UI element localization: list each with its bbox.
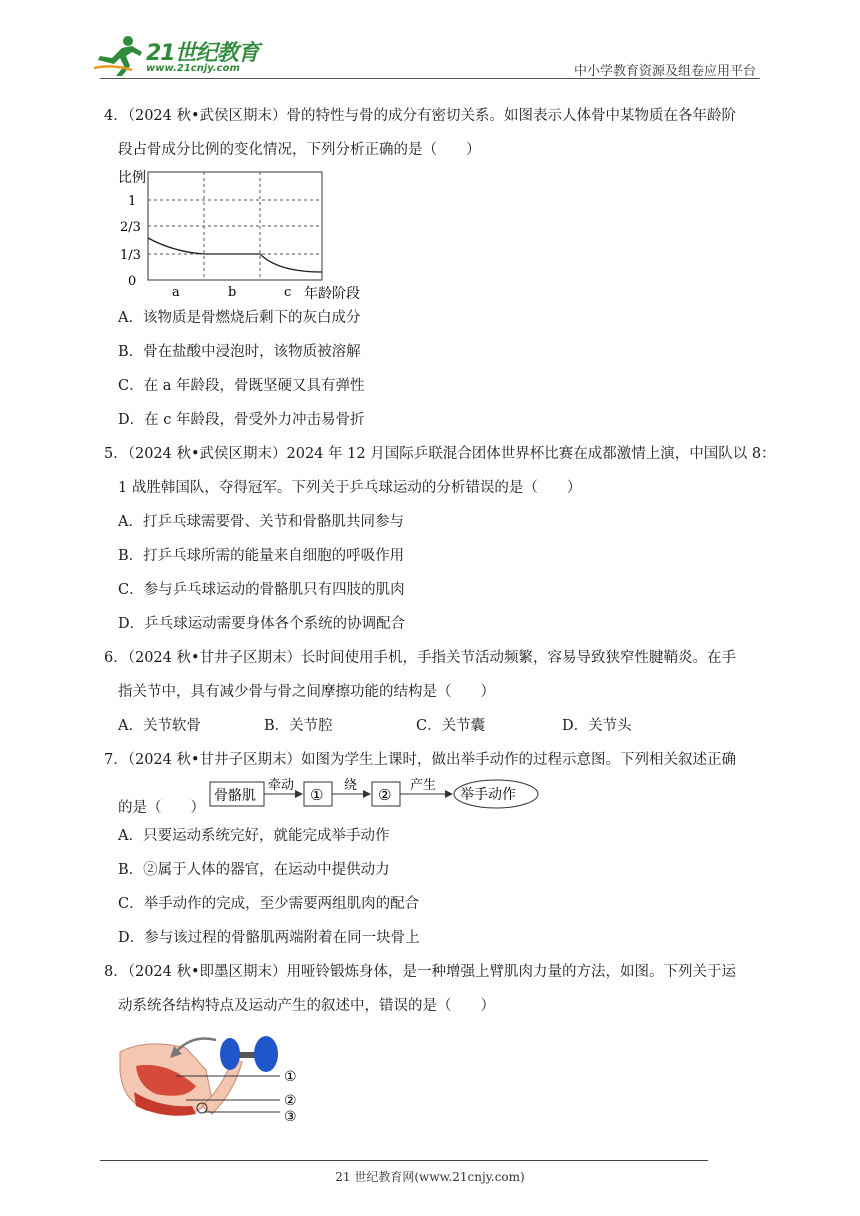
header-logo — [92, 34, 262, 78]
fig8-label-1: ① — [284, 1069, 297, 1085]
q5-option-c[interactable]: C．参与乒乓球运动的骨骼肌只有四肢的肌肉 — [118, 582, 405, 598]
q6-option-b[interactable]: B．关节腔 — [264, 718, 333, 734]
logo-sub-text: www.21cnjy.com — [146, 63, 240, 74]
dumbbell-weight-right — [254, 1036, 278, 1072]
q7-flow-diagram — [208, 776, 548, 816]
q4-xcat-b: b — [228, 285, 237, 300]
q4-ytick-1: 1 — [128, 194, 137, 209]
footer-divider — [100, 1160, 708, 1161]
q6-option-d[interactable]: D．关节头 — [562, 718, 632, 734]
q7-option-a[interactable]: A．只要运动系统完好，就能完成举手动作 — [118, 828, 390, 844]
q5-option-a[interactable]: A．打乒乓球需要骨、关节和骨骼肌共同参与 — [118, 514, 404, 530]
flow-arrow-3-label: 产生 — [410, 778, 437, 793]
q4-chart-ylabel: 比例 — [118, 170, 146, 186]
fig8-label-2: ② — [284, 1093, 297, 1109]
footer-text[interactable]: 21 世纪教育网(www.21cnjy.com) — [335, 1170, 525, 1184]
q7-option-b[interactable]: B．②属于人体的器官，在运动中提供动力 — [118, 862, 390, 878]
q4-option-d[interactable]: D．在 c 年龄段，骨受外力冲击易骨折 — [118, 412, 365, 428]
flow-box-2-label: ② — [378, 786, 392, 804]
q4-option-a[interactable]: A．该物质是骨燃烧后剩下的灰白成分 — [118, 310, 361, 326]
q5-option-d[interactable]: D．乒乓球运动需要身体各个系统的协调配合 — [118, 616, 406, 632]
q8-line2: 动系统各结构特点及运动产生的叙述中，错误的是（ ） — [118, 998, 495, 1014]
q4-chart-xlabel: 年龄阶段 — [304, 286, 360, 301]
q4-chart — [114, 166, 374, 301]
q4-option-b[interactable]: B．骨在盐酸中浸泡时，该物质被溶解 — [118, 344, 361, 360]
flow-arrow-2-label: 绕 — [344, 778, 358, 793]
flow-end-label: 举手动作 — [460, 787, 516, 803]
q7-option-d[interactable]: D．参与该过程的骨骼肌两端附着在同一块骨上 — [118, 930, 420, 946]
q5-line1: 5．（2024 秋•武侯区期末）2024 年 12 月国际乒联混合团体世界杯比赛在成都激情上演，中国队以 8： — [104, 446, 776, 462]
q7-option-c[interactable]: C．举手动作的完成，至少需要两组肌肉的配合 — [118, 896, 420, 912]
q5-line2: 1 战胜韩国队，夺得冠军。下列关于乒乓球运动的分析错误的是（ ） — [118, 480, 582, 496]
q7-line1: 7．（2024 秋•甘井子区期末）如图为学生上课时，做出举手动作的过程示意图。下列相关叙述正确 — [104, 752, 737, 768]
q4-xcat-c: c — [284, 285, 292, 300]
q4-ytick-2: 2/3 — [120, 220, 141, 235]
logo-main-text: 21世纪教育 — [146, 41, 259, 66]
q8-line1: 8．（2024 秋•即墨区期末）用哑铃锻炼身体，是一种增强上臂肌肉力量的方法，如图。下列关于运 — [104, 964, 737, 980]
fig8-label-3: ③ — [284, 1109, 297, 1125]
q6-option-a[interactable]: A．关节软骨 — [118, 718, 201, 734]
q5-option-b[interactable]: B．打乒乓球所需的能量来自细胞的呼吸作用 — [118, 548, 405, 564]
q8-arm-dumbbell-figure — [116, 1030, 316, 1130]
q4-line2: 段占骨成分比例的变化情况，下列分析正确的是（ ） — [118, 142, 481, 158]
flow-arrow-1-label: 牵动 — [268, 778, 295, 793]
flow-box-muscle-label: 骨骼肌 — [214, 788, 256, 804]
q4-ytick-4: 0 — [128, 274, 137, 289]
q6-line1: 6．（2024 秋•甘井子区期末）长时间使用手机，手指关节活动频繁，容易导致狭窄性腱鞘炎。在手 — [104, 650, 737, 666]
q4-xcat-a: a — [172, 285, 180, 300]
q4-ytick-3: 1/3 — [120, 248, 141, 263]
flow-box-1-label: ① — [310, 786, 324, 804]
header-divider — [100, 78, 760, 79]
q4-option-c[interactable]: C．在 a 年龄段，骨既坚硬又具有弹性 — [118, 378, 365, 394]
dumbbell-weight-left — [220, 1038, 240, 1070]
runner-logo-icon — [92, 34, 148, 78]
q6-line2: 指关节中，具有减少骨与骨之间摩擦功能的结构是（ ） — [118, 684, 495, 700]
q4-data-curve — [148, 238, 322, 272]
q4-line1: 4．（2024 秋•武侯区期末）骨的特性与骨的成分有密切关系。如图表示人体骨中某物质在各年龄阶 — [104, 108, 737, 124]
q6-option-c[interactable]: C．关节囊 — [416, 718, 486, 734]
header-right-text: 中小学教育资源及组卷应用平台 — [573, 64, 756, 79]
q7-line2: 的是（ ） — [118, 800, 205, 816]
